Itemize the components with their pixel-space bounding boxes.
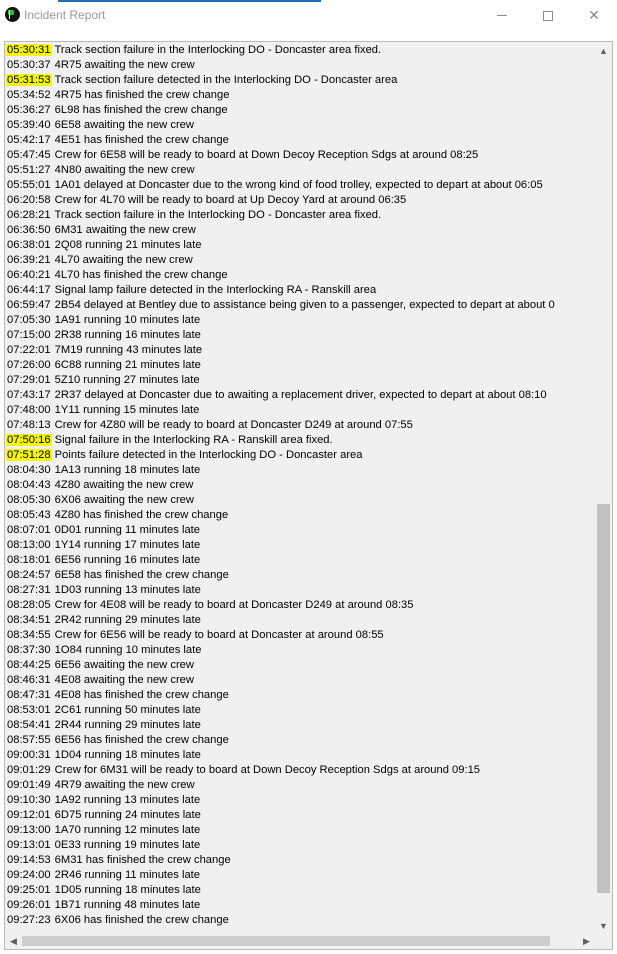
log-entry[interactable] [6, 838, 596, 853]
log-message: 2R46 running 11 minutes late [54, 869, 200, 881]
scrollbar-corner [595, 933, 612, 949]
log-entry[interactable] [6, 688, 596, 703]
log-entry[interactable] [6, 868, 596, 883]
log-entry[interactable] [6, 418, 596, 433]
log-timestamp: 07:48:13 [7, 419, 51, 431]
log-message: 0E33 running 19 minutes late [54, 839, 201, 851]
log-entry[interactable] [6, 133, 596, 148]
log-timestamp: 05:31:53 [7, 74, 51, 86]
log-timestamp: 08:53:01 [7, 704, 51, 716]
log-entry[interactable] [6, 853, 596, 868]
log-entry[interactable] [6, 793, 596, 808]
log-timestamp: 07:22:01 [7, 344, 51, 356]
log-timestamp: 08:24:57 [7, 569, 51, 581]
log-timestamp: 05:30:31 [7, 44, 51, 56]
log-timestamp: 08:04:43 [7, 479, 51, 491]
log-message: Crew for 4Z80 will be ready to board at Doncaster D249 at around 07:55 [54, 419, 413, 431]
log-message: Crew for 4L70 will be ready to board at Up Decoy Yard at around 06:35 [54, 194, 407, 206]
log-message: 6E56 awaiting the new crew [54, 659, 194, 671]
log-entry[interactable] [6, 553, 596, 568]
log-timestamp: 07:51:28 [7, 449, 51, 461]
title-bar [0, 0, 617, 31]
log-entry[interactable] [6, 448, 596, 463]
log-timestamp: 06:36:50 [7, 224, 51, 236]
log-entry[interactable] [6, 583, 596, 598]
log-timestamp: 07:48:00 [7, 404, 51, 416]
log-message: 6E56 running 16 minutes late [54, 554, 201, 566]
log-timestamp: 06:44:17 [7, 284, 51, 296]
log-entry[interactable] [6, 748, 596, 763]
log-entry[interactable] [6, 598, 596, 613]
log-entry[interactable] [6, 73, 596, 88]
log-timestamp: 07:29:01 [7, 374, 51, 386]
close-button[interactable] [571, 0, 617, 31]
log-message: 6D75 running 24 minutes late [54, 809, 201, 821]
log-entry[interactable] [6, 268, 596, 283]
log-message: 2Q08 running 21 minutes late [54, 239, 202, 251]
log-message: Crew for 6M31 will be ready to board at Down Decoy Reception Sdgs at around 09:15 [54, 764, 481, 776]
log-timestamp: 08:05:43 [7, 509, 51, 521]
log-entry[interactable] [6, 493, 596, 508]
log-entry[interactable] [6, 778, 596, 793]
log-message: 1A13 running 18 minutes late [54, 464, 201, 476]
log-entry[interactable] [6, 373, 596, 388]
horizontal-scrollbar[interactable] [5, 933, 595, 949]
scroll-right-icon[interactable]: ▶ [583, 935, 590, 946]
log-timestamp: 09:12:01 [7, 809, 51, 821]
log-message: 6E56 has finished the crew change [54, 734, 229, 746]
log-entry[interactable] [6, 478, 596, 493]
log-entry[interactable] [6, 343, 596, 358]
log-message: 6M31 has finished the crew change [54, 854, 231, 866]
log-message: Signal failure in the Interlocking RA - Ranskill area fixed. [54, 434, 333, 446]
log-message: 1D05 running 18 minutes late [54, 884, 201, 896]
log-entry[interactable] [6, 43, 596, 58]
log-timestamp: 09:13:01 [7, 839, 51, 851]
log-message: 1A91 running 10 minutes late [54, 314, 201, 326]
log-entry[interactable] [6, 643, 596, 658]
log-timestamp: 08:04:30 [7, 464, 51, 476]
log-entry[interactable] [6, 358, 596, 373]
minimize-button[interactable] [479, 0, 525, 31]
log-timestamp: 08:34:51 [7, 614, 51, 626]
log-timestamp: 09:01:29 [7, 764, 51, 776]
log-entry[interactable] [6, 568, 596, 583]
log-entry[interactable] [6, 883, 596, 898]
log-timestamp: 06:59:47 [7, 299, 51, 311]
maximize-button[interactable] [525, 0, 571, 31]
log-message: 1D03 running 13 minutes late [54, 584, 201, 596]
log-message: 4E08 has finished the crew change [54, 689, 229, 701]
log-message: 2R42 running 29 minutes late [54, 614, 201, 626]
horizontal-scroll-thumb[interactable] [22, 936, 550, 946]
log-timestamp: 08:13:00 [7, 539, 51, 551]
log-message: 1A92 running 13 minutes late [54, 794, 201, 806]
log-timestamp: 07:50:16 [7, 434, 51, 446]
scroll-up-icon[interactable]: ▲ [599, 45, 608, 56]
log-message: 0D01 running 11 minutes late [54, 524, 200, 536]
log-timestamp: 09:13:00 [7, 824, 51, 836]
minimize-icon [497, 15, 507, 16]
log-entry[interactable] [6, 298, 596, 313]
log-message: 1A70 running 12 minutes late [54, 824, 201, 836]
log-entry[interactable] [6, 898, 596, 913]
log-message: 4E51 has finished the crew change [54, 134, 229, 146]
accent-line [58, 0, 321, 2]
log-timestamp: 07:43:17 [7, 389, 51, 401]
vertical-scrollbar[interactable] [595, 42, 612, 934]
log-timestamp: 06:20:58 [7, 194, 51, 206]
close-icon: ✕ [588, 7, 600, 23]
log-timestamp: 06:28:21 [7, 209, 51, 221]
log-timestamp: 08:57:55 [7, 734, 51, 746]
log-timestamp: 09:25:01 [7, 884, 51, 896]
log-message: 7M19 running 43 minutes late [54, 344, 203, 356]
log-message: Signal lamp failure detected in the Interlocking RA - Ranskill area [54, 284, 377, 296]
log-entry[interactable] [6, 718, 596, 733]
log-message: 5Z10 running 27 minutes late [54, 374, 200, 386]
vertical-scroll-thumb[interactable] [597, 504, 610, 893]
log-message: 6X06 awaiting the new crew [54, 494, 194, 506]
log-timestamp: 05:47:45 [7, 149, 51, 161]
log-timestamp: 09:14:53 [7, 854, 51, 866]
maximize-icon [543, 11, 553, 21]
log-timestamp: 07:05:30 [7, 314, 51, 326]
app-icon [5, 7, 20, 22]
log-message: 4L70 has finished the crew change [54, 269, 228, 281]
log-message: Points failure detected in the Interlocking DO - Doncaster area [54, 449, 363, 461]
log-timestamp: 09:26:01 [7, 899, 51, 911]
log-timestamp: 08:34:55 [7, 629, 51, 641]
log-message: Crew for 6E58 will be ready to board at Down Decoy Reception Sdgs at around 08:25 [54, 149, 479, 161]
log-message: 1A01 delayed at Doncaster due to the wrong kind of food trolley, expected to depart at about 06:05 [54, 179, 543, 191]
log-message: 4R75 awaiting the new crew [54, 59, 195, 71]
log-entry[interactable] [6, 193, 596, 208]
log-message: 2R37 delayed at Doncaster due to awaiting a replacement driver, expected to depart at about 08:10 [54, 389, 547, 401]
log-entry[interactable] [6, 88, 596, 103]
log-timestamp: 05:51:27 [7, 164, 51, 176]
log-message: Track section failure in the Interlocking DO - Doncaster area fixed. [54, 44, 382, 56]
log-message: 4E08 awaiting the new crew [54, 674, 194, 686]
log-timestamp: 08:27:31 [7, 584, 51, 596]
log-entry[interactable] [6, 463, 596, 478]
log-entry[interactable] [6, 223, 596, 238]
log-entry[interactable] [6, 808, 596, 823]
log-entry[interactable] [6, 523, 596, 538]
log-message: 4R79 awaiting the new crew [54, 779, 195, 791]
log-timestamp: 06:39:21 [7, 254, 51, 266]
log-timestamp: 08:05:30 [7, 494, 51, 506]
incident-log-list[interactable] [4, 41, 613, 950]
log-timestamp: 09:10:30 [7, 794, 51, 806]
log-timestamp: 08:18:01 [7, 554, 51, 566]
log-timestamp: 09:00:31 [7, 749, 51, 761]
log-entry[interactable] [6, 283, 596, 298]
log-entry[interactable] [6, 328, 596, 343]
log-entry[interactable] [6, 313, 596, 328]
log-message: 1Y11 running 15 minutes late [54, 404, 200, 416]
log-entry[interactable] [6, 388, 596, 403]
log-message: 4N80 awaiting the new crew [54, 164, 195, 176]
log-entry[interactable] [6, 178, 596, 193]
log-message: Track section failure in the Interlocking DO - Doncaster area fixed. [54, 209, 382, 221]
log-timestamp: 06:38:01 [7, 239, 51, 251]
log-timestamp: 09:01:49 [7, 779, 51, 791]
scroll-left-icon[interactable]: ◀ [10, 935, 17, 946]
log-message: 4R75 has finished the crew change [54, 89, 230, 101]
log-message: 6M31 awaiting the new crew [54, 224, 196, 236]
log-message: 2R38 running 16 minutes late [54, 329, 201, 341]
log-entry[interactable] [6, 538, 596, 553]
log-timestamp: 05:39:40 [7, 119, 51, 131]
log-entry[interactable] [6, 508, 596, 523]
log-timestamp: 08:37:30 [7, 644, 51, 656]
log-timestamp: 08:28:05 [7, 599, 51, 611]
log-entry[interactable] [6, 238, 596, 253]
log-timestamp: 05:34:52 [7, 89, 51, 101]
log-entry[interactable] [6, 733, 596, 748]
log-entry[interactable] [6, 613, 596, 628]
log-timestamp: 05:55:01 [7, 179, 51, 191]
log-message: 2C61 running 50 minutes late [54, 704, 201, 716]
log-message: 6E58 has finished the crew change [54, 569, 229, 581]
log-message: 1Y14 running 17 minutes late [54, 539, 201, 551]
log-timestamp: 08:47:31 [7, 689, 51, 701]
log-entry[interactable] [6, 253, 596, 268]
log-entry[interactable] [6, 163, 596, 178]
log-timestamp: 05:42:17 [7, 134, 51, 146]
log-message: 2B54 delayed at Bentley due to assistance being given to a passenger, expected to depart at about 0 [54, 299, 555, 311]
log-message: 6L98 has finished the crew change [54, 104, 228, 116]
log-entry[interactable] [6, 433, 596, 448]
log-message: Track section failure detected in the Interlocking DO - Doncaster area [54, 74, 398, 86]
log-entry[interactable] [6, 58, 596, 73]
log-message: 1B71 running 48 minutes late [54, 899, 201, 911]
log-entry[interactable] [6, 403, 596, 418]
log-message: 4L70 awaiting the new crew [54, 254, 193, 266]
log-message: 6E58 awaiting the new crew [54, 119, 194, 131]
log-timestamp: 07:15:00 [7, 329, 51, 341]
log-entry[interactable] [6, 148, 596, 163]
log-timestamp: 08:54:41 [7, 719, 51, 731]
log-entry[interactable] [6, 673, 596, 688]
log-message: 6X06 has finished the crew change [54, 914, 229, 926]
scroll-down-icon[interactable]: ▼ [599, 920, 608, 931]
log-entry[interactable] [6, 103, 596, 118]
log-timestamp: 08:46:31 [7, 674, 51, 686]
log-entry[interactable] [6, 118, 596, 133]
log-timestamp: 09:24:00 [7, 869, 51, 881]
log-message: 1D04 running 18 minutes late [54, 749, 201, 761]
log-entry[interactable] [6, 913, 596, 928]
window-title: Incident Report [24, 8, 106, 22]
log-message: 4Z80 awaiting the new crew [54, 479, 194, 491]
log-message: 2R44 running 29 minutes late [54, 719, 201, 731]
log-entry[interactable] [6, 763, 596, 778]
log-timestamp: 09:27:23 [7, 914, 51, 926]
log-timestamp: 06:40:21 [7, 269, 51, 281]
log-entry[interactable] [6, 658, 596, 673]
log-entry[interactable] [6, 208, 596, 223]
log-message: 4Z80 has finished the crew change [54, 509, 229, 521]
log-timestamp: 05:30:37 [7, 59, 51, 71]
log-timestamp: 08:07:01 [7, 524, 51, 536]
log-message: Crew for 4E08 will be ready to board at Doncaster D249 at around 08:35 [54, 599, 414, 611]
log-content [6, 43, 596, 933]
log-timestamp: 07:26:00 [7, 359, 51, 371]
log-timestamp: 05:36:27 [7, 104, 51, 116]
log-timestamp: 08:44:25 [7, 659, 51, 671]
log-entry[interactable] [6, 628, 596, 643]
log-entry[interactable] [6, 823, 596, 838]
log-entry[interactable] [6, 703, 596, 718]
log-message: Crew for 6E56 will be ready to board at Doncaster at around 08:55 [54, 629, 384, 641]
log-message: 1O84 running 10 minutes late [54, 644, 202, 656]
log-message: 6C88 running 21 minutes late [54, 359, 201, 371]
